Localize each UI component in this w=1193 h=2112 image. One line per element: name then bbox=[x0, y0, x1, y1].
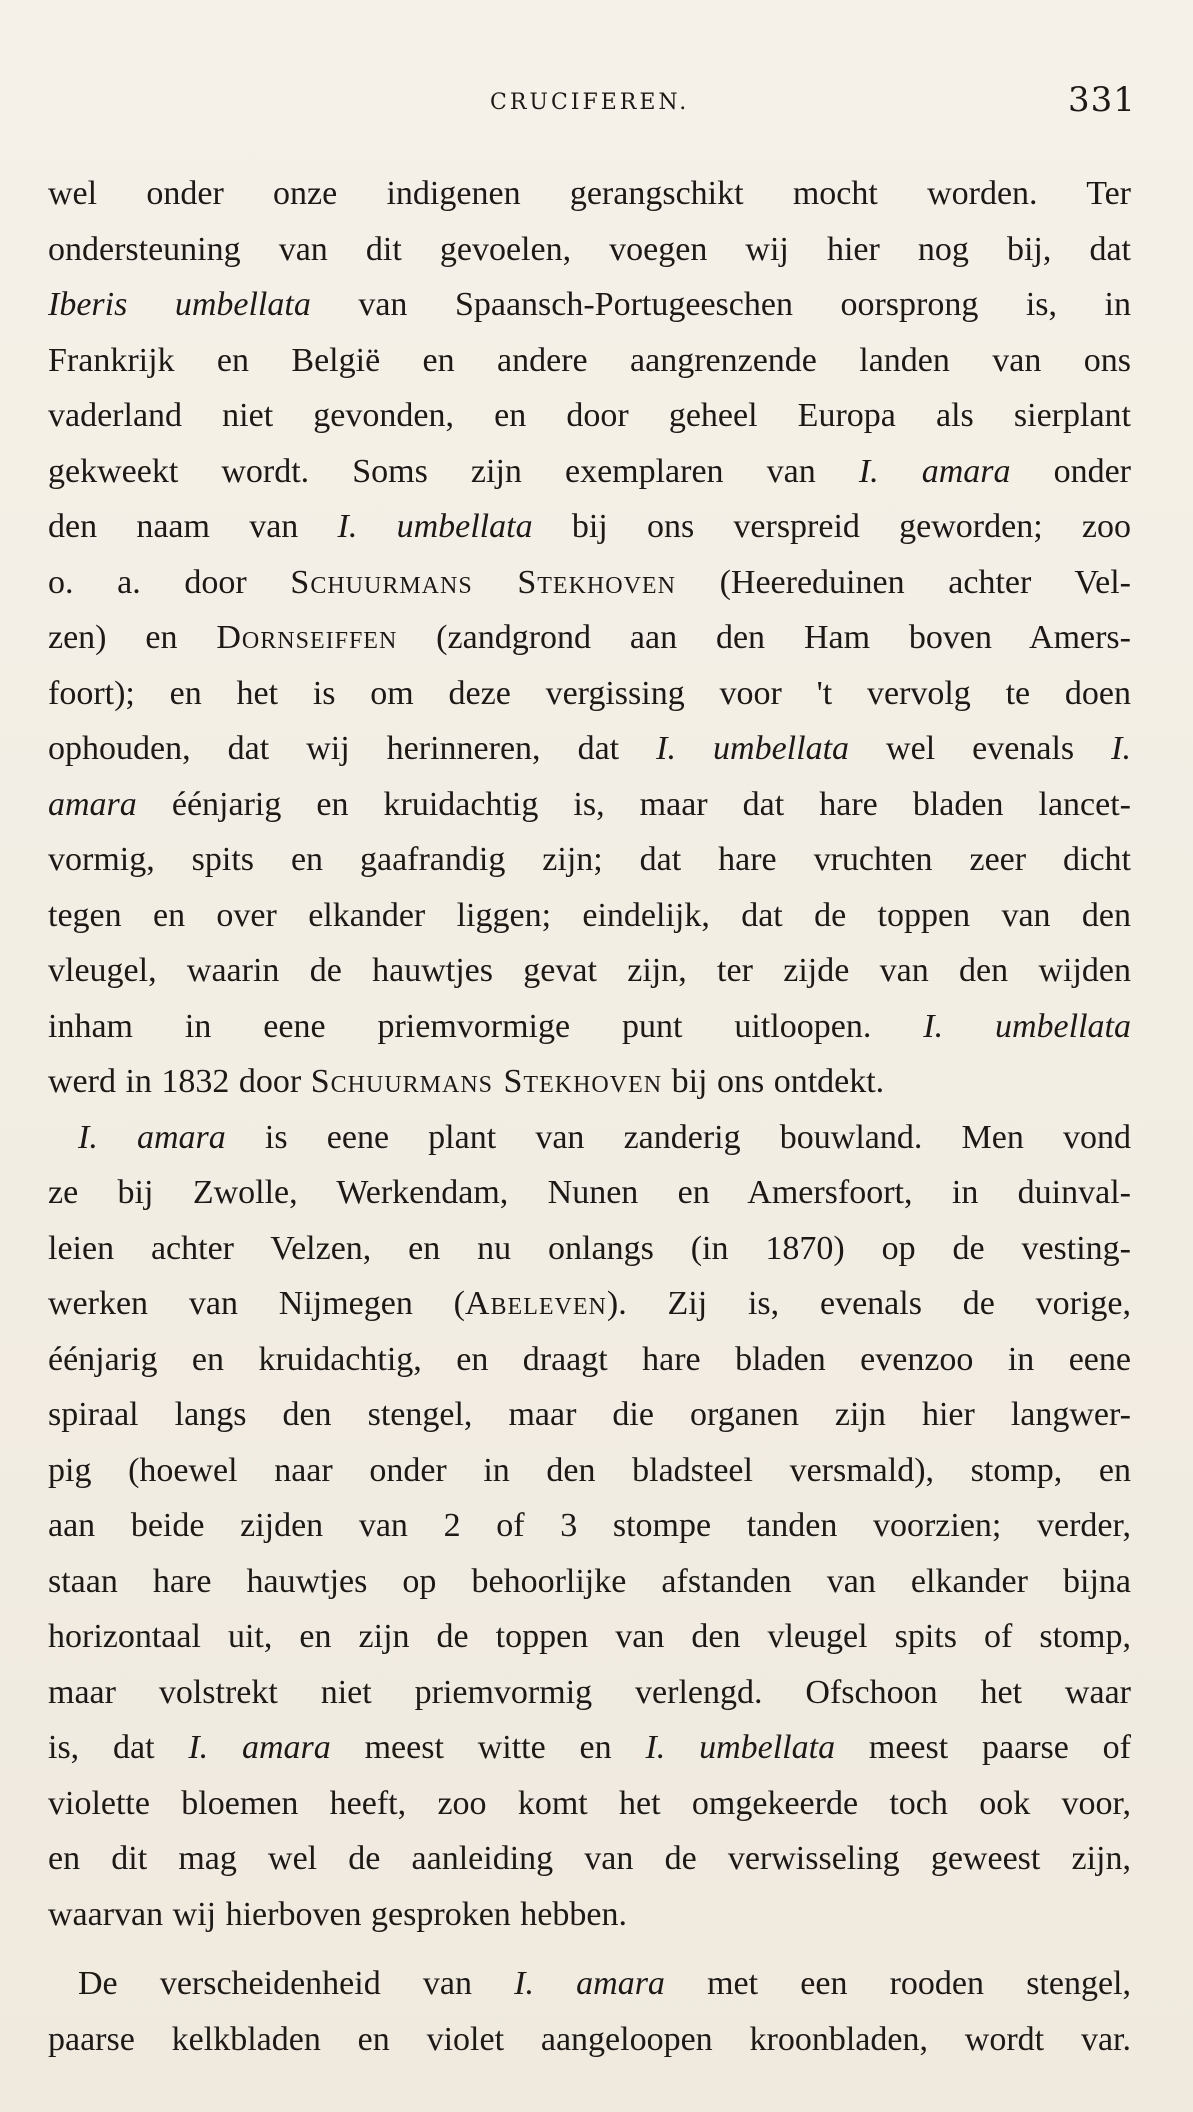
species-name: Iberis umbellata bbox=[48, 286, 311, 323]
species-name: amara bbox=[48, 785, 137, 823]
text-line: vleugel, waarin de hauwtjes gevat zijn, ter zijde van den wijden bbox=[48, 952, 1131, 989]
species-name: I. amara bbox=[188, 1729, 331, 1766]
paragraph-gap bbox=[48, 1942, 1131, 1956]
author-name: Dornseiffen bbox=[216, 619, 398, 656]
author-name: Schuurmans Stekhoven bbox=[310, 1063, 663, 1100]
text-line: gekweekt wordt. Soms zijn exemplaren van I. amara onder bbox=[48, 452, 1131, 490]
running-head: CRUCIFEREN. bbox=[490, 90, 690, 115]
text-line: staan hare hauwtjes op behoorlijke afstanden van elkander bijna bbox=[48, 1562, 1131, 1600]
body-text bbox=[48, 166, 1131, 2067]
text-line: en dit mag wel de aanleiding van de verwisseling geweest zijn, bbox=[48, 1840, 1131, 1877]
text-line: zen) en Dornseiffen (zandgrond aan den Ham boven Amers- bbox=[48, 619, 1131, 656]
text-line: amara éénjarig en kruidachtig is, maar dat hare bladen lancet- bbox=[48, 785, 1131, 823]
species-name: I. umbellata bbox=[645, 1729, 836, 1766]
text-line: ophouden, dat wij herinneren, dat I. umbellata wel evenals I. bbox=[48, 730, 1131, 767]
text-line: inham in eene priemvormige punt uitloopen. I. umbellata bbox=[48, 1007, 1131, 1045]
text-line: leien achter Velzen, en nu onlangs (in 1870) op de vesting- bbox=[48, 1229, 1131, 1267]
species-name: I. umbellata bbox=[656, 730, 850, 767]
text-line: o. a. door Schuurmans Stekhoven (Heereduinen achter Vel- bbox=[48, 563, 1131, 601]
author-name: Schuurmans Stekhoven bbox=[290, 563, 676, 601]
species-name: I. bbox=[1111, 730, 1131, 767]
text-line: werken van Nijmegen (Abeleven). Zij is, evenals de vorige, bbox=[48, 1285, 1132, 1322]
text-line: spiraal langs den stengel, maar die organen zijn hier langwer- bbox=[48, 1396, 1131, 1433]
author-name: Abeleven bbox=[465, 1285, 607, 1322]
text-line: I. amara is eene plant van zanderig bouwland. Men vond bbox=[78, 1118, 1131, 1156]
page-number: 331 bbox=[1068, 80, 1136, 120]
species-name: I. umbellata bbox=[337, 508, 533, 545]
text-line: Frankrijk en België en andere aangrenzende landen van ons bbox=[48, 341, 1131, 379]
text-line: is, dat I. amara meest witte en I. umbellata meest paarse of bbox=[48, 1729, 1131, 1766]
text-line: foort); en het is om deze vergissing voor 't vervolg te doen bbox=[48, 674, 1131, 712]
page-header bbox=[0, 80, 1193, 130]
text-line: vormig, spits en gaafrandig zijn; dat hare vruchten zeer dicht bbox=[48, 841, 1131, 878]
text-line: waarvan wij hierboven gesproken hebben. bbox=[48, 1895, 627, 1933]
species-name: I. amara bbox=[858, 452, 1011, 490]
text-line: aan beide zijden van 2 of 3 stompe tanden voorzien; verder, bbox=[48, 1507, 1131, 1544]
paragraph-2 bbox=[48, 1110, 1131, 1943]
text-line: maar volstrekt niet priemvormig verlengd. Ofschoon het waar bbox=[48, 1673, 1131, 1711]
text-line: werd in 1832 door Schuurmans Stekhoven bij ons ontdekt. bbox=[48, 1063, 885, 1100]
text-line: vaderland niet gevonden, en door geheel Europa als sierplant bbox=[48, 397, 1131, 434]
text-line: den naam van I. umbellata bij ons verspreid geworden; zoo bbox=[48, 508, 1131, 545]
text-line: horizontaal uit, en zijn de toppen van den vleugel spits of stomp, bbox=[48, 1618, 1131, 1655]
text-line: Iberis umbellata van Spaansch-Portugeeschen oorsprong is, in bbox=[48, 286, 1131, 323]
paragraph-3 bbox=[48, 1956, 1131, 2067]
species-name: I. amara bbox=[514, 1965, 665, 2002]
text-line: paarse kelkbladen en violet aangeloopen kroonbladen, wordt var. bbox=[48, 2020, 1131, 2058]
text-line: tegen en over elkander liggen; eindelijk, dat de toppen van den bbox=[48, 896, 1131, 934]
text-line: violette bloemen heeft, zoo komt het omgekeerde toch ook voor, bbox=[48, 1784, 1131, 1822]
text-line: pig (hoewel naar onder in den bladsteel versmald), stomp, en bbox=[48, 1451, 1131, 1489]
text-line: éénjarig en kruidachtig, en draagt hare bladen evenzoo in eene bbox=[48, 1340, 1131, 1378]
text-line: ondersteuning van dit gevoelen, voegen wij hier nog bij, dat bbox=[48, 230, 1131, 268]
paragraph-1 bbox=[48, 166, 1131, 1110]
species-name: I. umbellata bbox=[923, 1007, 1131, 1045]
text-line: De verscheidenheid van I. amara met een rooden stengel, bbox=[78, 1965, 1132, 2002]
text-line: ze bij Zwolle, Werkendam, Nunen en Amersfoort, in duinval- bbox=[48, 1174, 1131, 1211]
text-line: wel onder onze indigenen gerangschikt mocht worden. Ter bbox=[48, 175, 1131, 212]
species-name: I. amara bbox=[78, 1118, 226, 1156]
